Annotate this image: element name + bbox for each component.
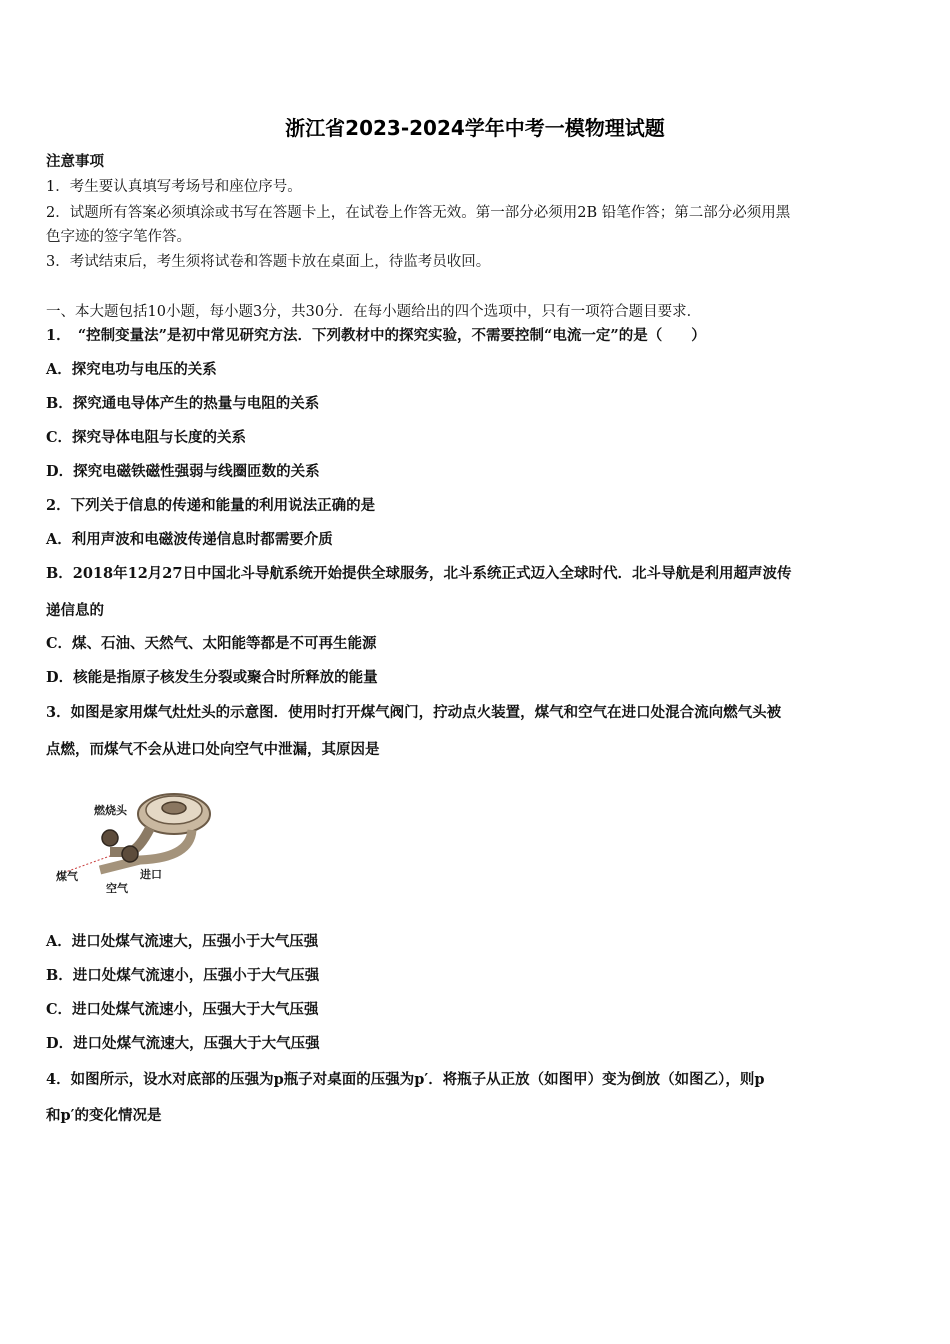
- page-title: 浙江省2023-2024学年中考一模物理试题: [285, 116, 665, 140]
- figure-label-inlet: 进口: [140, 868, 162, 881]
- q1-stem: 1． “控制变量法”是初中常见研究方法．下列教材中的探究实验，不需要控制“电流一定”的是（ ）: [46, 327, 706, 344]
- q2-option-d: D．核能是指原子核发生分裂或聚合时所释放的能量: [46, 669, 378, 686]
- q2-option-a: A．利用声波和电磁波传递信息时都需要介质: [46, 531, 333, 548]
- q1-option-b: B．探究通电导体产生的热量与电阻的关系: [46, 395, 320, 412]
- q3-option-c: C．进口处煤气流速小，压强大于大气压强: [46, 1001, 319, 1018]
- notice-item-3: 3．考试结束后，考生须将试卷和答题卡放在桌面上，待监考员收回。: [46, 254, 491, 270]
- q3-option-b: B．进口处煤气流速小，压强小于大气压强: [46, 967, 320, 984]
- q2-stem: 2．下列关于信息的传递和能量的利用说法正确的是: [46, 497, 376, 514]
- q1-option-d: D．探究电磁铁磁性强弱与线圈匝数的关系: [46, 463, 320, 480]
- q3-option-a: A．进口处煤气流速大，压强小于大气压强: [46, 933, 319, 950]
- q2-option-b: B．2018年12月27日中国北斗导航系统开始提供全球服务，北斗系统正式迈入全球时代．北斗导航是利用超声波传: [46, 565, 792, 582]
- figure-label-gas: 煤气: [56, 870, 78, 883]
- q2-option-b-cont: 递信息的: [46, 602, 104, 619]
- notice-heading: 注意事项: [46, 153, 104, 170]
- gas-burner-figure: [50, 778, 230, 898]
- q1-option-a: A．探究电功与电压的关系: [46, 361, 217, 378]
- q1-option-c: C．探究导体电阻与长度的关系: [46, 429, 247, 446]
- figure-label-burner: 燃烧头: [94, 804, 127, 817]
- notice-item-1: 1．考生要认真填写考场号和座位序号。: [46, 179, 302, 195]
- q3-stem-line2: 点燃，而煤气不会从进口处向空气中泄漏，其原因是: [46, 741, 380, 758]
- q2-option-c: C．煤、石油、天然气、太阳能等都是不可再生能源: [46, 635, 377, 652]
- q3-option-d: D．进口处煤气流速大，压强大于大气压强: [46, 1035, 320, 1052]
- q3-stem-line1: 3．如图是家用煤气灶灶头的示意图．使用时打开煤气阀门，拧动点火装置，煤气和空气在进口处混合流向燃气头被: [46, 704, 782, 721]
- figure-label-air: 空气: [106, 882, 128, 895]
- q4-stem-line2: 和p′的变化情况是: [46, 1107, 162, 1124]
- q4-stem-line1: 4．如图所示，设水对底部的压强为p瓶子对桌面的压强为p′．将瓶子从正放（如图甲）变为倒放（如图乙），则p: [46, 1071, 765, 1088]
- notice-item-2-cont: 色字迹的签字笔作答。: [46, 229, 191, 245]
- section-heading: 一、本大题包括10小题，每小题3分，共30分．在每小题给出的四个选项中，只有一项符合题目要求．: [46, 304, 702, 320]
- notice-item-2: 2．试题所有答案必须填涂或书写在答题卡上，在试卷上作答无效。第一部分必须用2B 铅笔作答；第二部分必须用黑: [46, 205, 791, 221]
